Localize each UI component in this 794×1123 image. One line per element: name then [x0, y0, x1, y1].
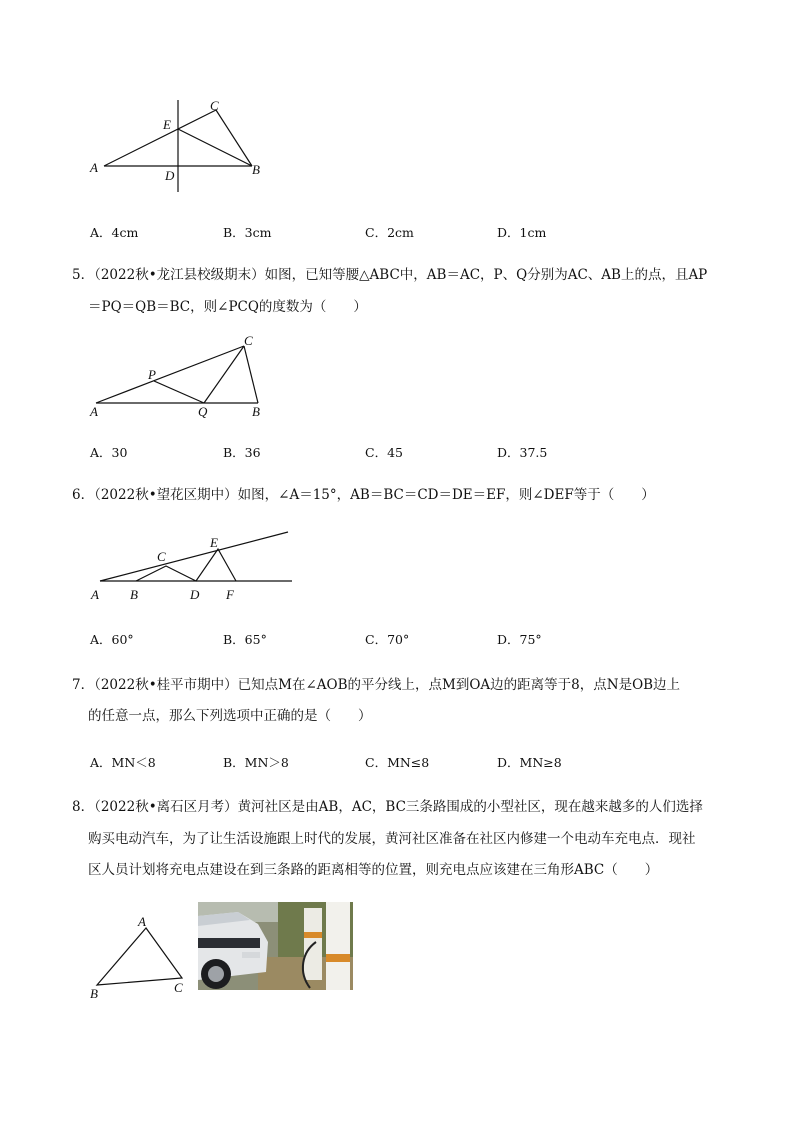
q6-option-c: C．70°: [365, 632, 410, 647]
q6-option-d: D．75°: [497, 632, 542, 647]
label-C: C: [157, 549, 166, 564]
label-C: C: [244, 333, 253, 348]
q7-option-d: D．MN≥8: [497, 755, 562, 770]
label-A: A: [138, 914, 146, 929]
q5-option-a: A．30: [90, 445, 128, 460]
q7-text-line2: 的任意一点，那么下列选项中正确的是（ ）: [88, 708, 372, 724]
label-A: A: [90, 160, 98, 175]
label-C: C: [174, 980, 183, 995]
label-B: B: [130, 587, 138, 602]
q6-option-b: B．65°: [223, 632, 267, 647]
q4-option-c: C．2cm: [365, 225, 414, 240]
label-F: F: [226, 587, 234, 602]
q4-option-b: B．3cm: [223, 225, 272, 240]
q7-option-a: A．MN＜8: [90, 755, 156, 770]
label-P: P: [148, 367, 156, 382]
label-D: D: [165, 168, 175, 183]
charging-station-photo: [198, 902, 353, 990]
label-Q: Q: [198, 404, 208, 419]
q8-text-line2: 购买电动汽车，为了让生活设施跟上时代的发展，黄河社区准备在社区内修建一个电动车充电点．现社: [88, 831, 696, 847]
label-E: E: [163, 117, 171, 132]
label-B: B: [252, 162, 260, 177]
q7-option-c: C．MN≤8: [365, 755, 430, 770]
q8-text-line1: 8．（2022秋•离石区月考）黄河社区是由AB，AC，BC三条路围成的小型社区，现在越来越多的人们选择: [72, 799, 703, 815]
label-B: B: [252, 404, 260, 419]
q5-text-line1: 5．（2022秋•龙江县校级期末）如图，已知等腰△ABC中，AB＝AC，P、Q分别为AC、AB上的点，且AP: [72, 267, 708, 283]
q8-text-line3: 区人员计划将充电点建设在到三条路的距离相等的位置，则充电点应该建在三角形ABC（ ）: [88, 862, 659, 878]
label-D: D: [190, 587, 200, 602]
q5-text-line2: ＝PQ＝QB＝BC，则∠PCQ的度数为（ ）: [88, 299, 367, 315]
q5-option-d: D．37.5: [497, 445, 548, 460]
q4-option-d: D．1cm: [497, 225, 547, 240]
q7-option-b: B．MN＞8: [223, 755, 289, 770]
label-E: E: [210, 535, 218, 550]
label-A: A: [91, 587, 99, 602]
label-A: A: [90, 404, 98, 419]
label-C: C: [210, 98, 219, 113]
q5-option-c: C．45: [365, 445, 403, 460]
q4-option-a: A．4cm: [90, 225, 139, 240]
q5-option-b: B．36: [223, 445, 261, 460]
label-B: B: [90, 986, 98, 1001]
q7-text-line1: 7．（2022秋•桂平市期中）已知点M在∠AOB的平分线上，点M到OA边的距离等于8，点N是OB边上: [72, 677, 681, 693]
q6-text-line1: 6．（2022秋•望花区期中）如图，∠A＝15°，AB＝BC＝CD＝DE＝EF，则∠DEF等于（ ）: [72, 487, 655, 503]
q6-option-a: A．60°: [90, 632, 134, 647]
